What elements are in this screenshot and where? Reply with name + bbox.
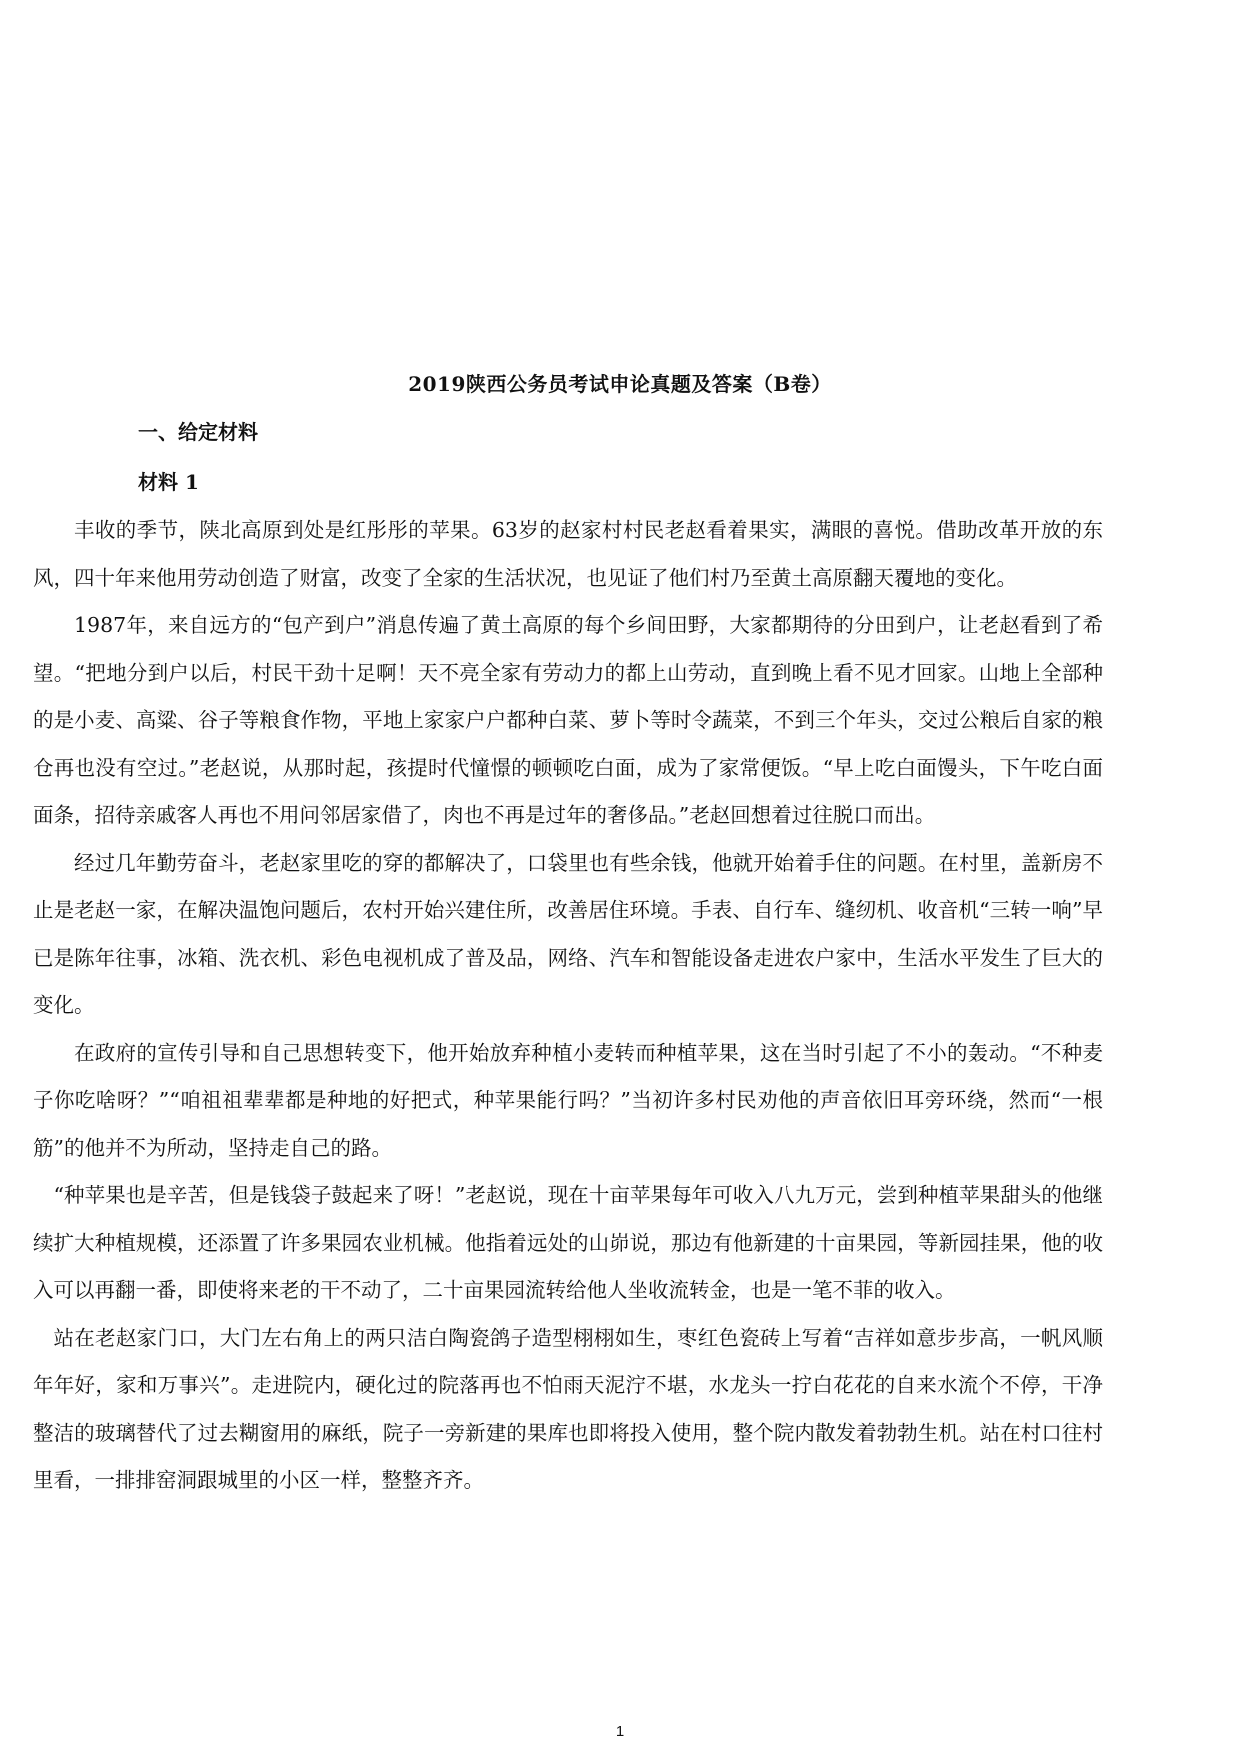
- paragraph-6: 站在老赵家门口，大门左右角上的两只洁白陶瓷鸽子造型栩栩如生，枣红色瓷砖上写着“吉祥如意步步高，一帆风顺年年好，家和万事兴”。走进院内，硬化过的院落再也不怕雨天泥泞不堪，水龙头一拧白花花的自来水流个不停，干净整洁的玻璃替代了过去糊窗用的麻纸，院子一旁新建的果库也即将投入使用，整个院内散发着勃勃生机。站在村口往村里看，一排排窑洞跟城里的小区一样，整整齐齐。: [33, 1325, 1103, 1492]
- material-heading: 材料 1: [138, 470, 199, 494]
- paragraph-5: “种苹果也是辛苦，但是钱袋子鼓起来了呀！”老赵说，现在十亩苹果每年可收入八九万元，尝到种植苹果甜头的他继续扩大种植规模，还添置了许多果园农业机械。他指着远处的山峁说，那边有他新建的十亩果园，等新园挂果，他的收入可以再翻一番，即使将来老的干不动了，二十亩果园流转给他人坐收流转金，也是一笔不菲的收入。: [33, 1183, 1103, 1302]
- page-number: 1: [615, 1723, 625, 1740]
- document-title: 2019陕西公务员考试申论真题及答案（B卷）: [408, 372, 832, 396]
- paragraph-4: 在政府的宣传引导和自己思想转变下，他开始放弃种植小麦转而种植苹果，这在当时引起了不小的轰动。“不种麦子你吃啥呀？”“咱祖祖辈辈都是种地的好把式，种苹果能行吗？”当初许多村民劝他的声音依旧耳旁环绕，然而“一根筋”的他并不为所动，坚持走自己的路。: [33, 1040, 1103, 1160]
- body-text: [33, 507, 1103, 1505]
- paragraph-2: 1987年，来自远方的“包产到户”消息传遍了黄土高原的每个乡间田野，大家都期待的分田到户，让老赵看到了希望。“把地分到户以后，村民干劲十足啊！天不亮全家有劳动力的都上山劳动，直到晚上看不见才回家。山地上全部种的是小麦、高粱、谷子等粮食作物，平地上家家户户都种白菜、萝卜等时令蔬菜，不到三个年头，交过公粮后自家的粮仓再也没有空过。”老赵说，从那时起，孩提时代憧憬的顿顿吃白面，成为了家常便饭。“早上吃白面馒头，下午吃白面面条，招待亲戚客人再也不用问邻居家借了，肉也不再是过年的奢侈品。”老赵回想着过往脱口而出。: [33, 613, 1103, 827]
- paragraph-3: 经过几年勤劳奋斗，老赵家里吃的穿的都解决了，口袋里也有些余钱，他就开始着手住的问题。在村里，盖新房不止是老赵一家，在解决温饱问题后，农村开始兴建住所，改善居住环境。手表、自行车、缝纫机、收音机“三转一响”早已是陈年往事，冰箱、洗衣机、彩色电视机成了普及品，网络、汽车和智能设备走进农户家中，生活水平发生了巨大的变化。: [33, 850, 1103, 1017]
- paragraph-1: 丰收的季节，陕北高原到处是红彤彤的苹果。63岁的赵家村村民老赵看着果实，满眼的喜悦。借助改革开放的东风，四十年来他用劳动创造了财富，改变了全家的生活状况，也见证了他们村乃至黄土高原翻天覆地的变化。: [33, 518, 1103, 590]
- section-heading: 一、给定材料: [138, 420, 258, 444]
